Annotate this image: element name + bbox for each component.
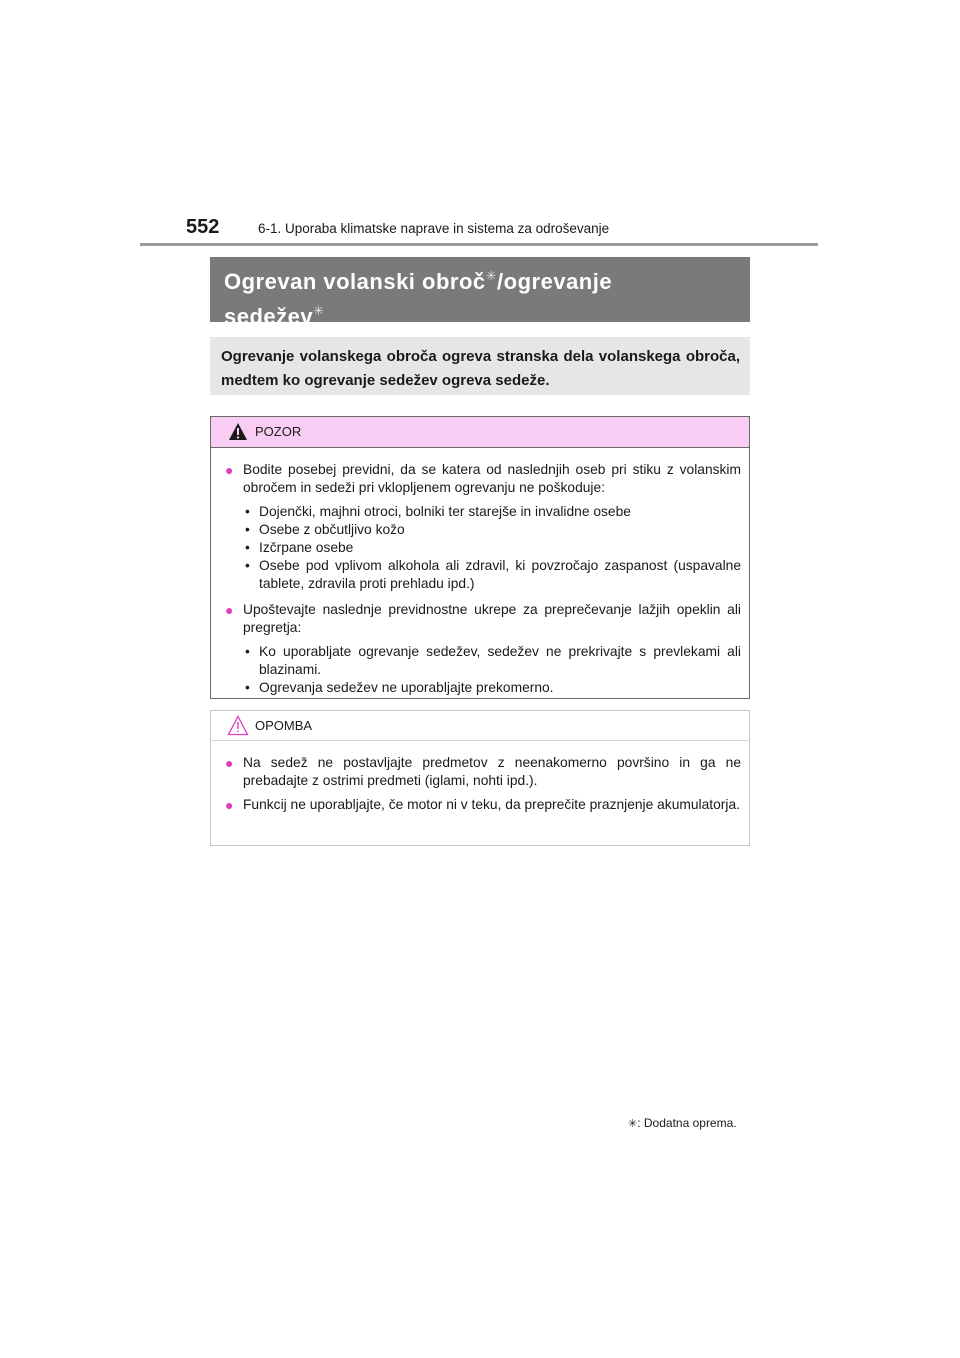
caution-item bbox=[225, 461, 741, 595]
notice-item bbox=[225, 796, 741, 814]
sub-list-item: • Osebe z občutljivo kožo bbox=[245, 522, 405, 537]
notice-item-text: Na sedež ne postavljajte predmetov z neenakomerno površino in ga ne prebadajte z ostrimi predmeti (iglami, nohti ipd.). bbox=[243, 755, 741, 788]
optional-star-icon: ✳ bbox=[485, 268, 498, 283]
caution-item-text: Upoštevajte naslednje previdnostne ukrepe za preprečevanje lažjih opeklin ali pregretja: bbox=[243, 602, 741, 635]
notice-label: OPOMBA bbox=[255, 718, 313, 733]
optional-star-icon: ✳ bbox=[313, 303, 325, 318]
caution-box bbox=[210, 416, 750, 699]
sub-list-item: • Ko uporabljate ogrevanje sedežev, sedežev ne prekrivajte s prevlekami ali blazinami. bbox=[245, 644, 741, 677]
bullet-icon: ● bbox=[225, 797, 234, 813]
notice-item-text: Funkcij ne uporabljajte, če motor ni v teku, da preprečite praznjenje akumulatorja. bbox=[243, 797, 740, 812]
footnote-text: : Dodatna oprema. bbox=[637, 1116, 737, 1130]
bullet-icon: ● bbox=[225, 755, 234, 771]
notice-header bbox=[211, 711, 749, 741]
bullet-icon: ● bbox=[225, 462, 234, 478]
sub-list-item: • Izčrpane osebe bbox=[245, 540, 354, 555]
page-number: 552 bbox=[186, 216, 220, 238]
chapter-title: 6-1. Uporaba klimatske naprave in sistema za odroševanje bbox=[258, 221, 610, 236]
section-title-text-1: Ogrevan volanski obroč bbox=[224, 269, 486, 294]
section-title-text-1-tail: /ogrevanje bbox=[497, 269, 613, 294]
section-title-line-2 bbox=[224, 296, 738, 331]
caution-label: POZOR bbox=[255, 424, 302, 439]
sub-list-item: • Dojenčki, majhni otroci, bolniki ter starejše in invalidne osebe bbox=[245, 504, 631, 519]
notice-triangle-icon bbox=[227, 715, 249, 736]
header-divider bbox=[140, 243, 818, 246]
intro-summary: Ogrevanje volanskega obroča ogreva stranska dela volanskega obroča, medtem ko ogrevanje sedežev ogreva sedeže. bbox=[210, 337, 750, 395]
notice-box bbox=[210, 710, 750, 846]
caution-header bbox=[211, 417, 749, 448]
caution-sub-list bbox=[243, 503, 741, 593]
sub-list-item: • Osebe pod vplivom alkohola ali zdravil, ki povzročajo zaspanost (uspavalne tablete, zdravila proti prehladu ipd.) bbox=[245, 558, 741, 591]
optional-star-icon: ✳ bbox=[628, 1118, 638, 1130]
section-title bbox=[210, 257, 750, 329]
caution-item-text: Bodite posebej previdni, da se katera od naslednjih oseb pri stiku z volanskim obročem in sedeži pri vklopljenem ogrevanju ne poškoduje: bbox=[243, 462, 741, 495]
bullet-icon: ● bbox=[225, 602, 234, 618]
section-title-line-1 bbox=[224, 261, 738, 296]
notice-body bbox=[211, 741, 749, 814]
section-title-text-2: sedežev bbox=[224, 304, 314, 329]
caution-body bbox=[211, 448, 749, 699]
footnote bbox=[628, 1116, 737, 1130]
caution-sub-list bbox=[243, 643, 741, 697]
notice-item bbox=[225, 754, 741, 790]
caution-item bbox=[225, 601, 741, 699]
sub-list-item: • Ogrevanja sedežev ne uporabljajte prekomerno. bbox=[245, 680, 554, 695]
warning-triangle-icon bbox=[228, 422, 248, 441]
